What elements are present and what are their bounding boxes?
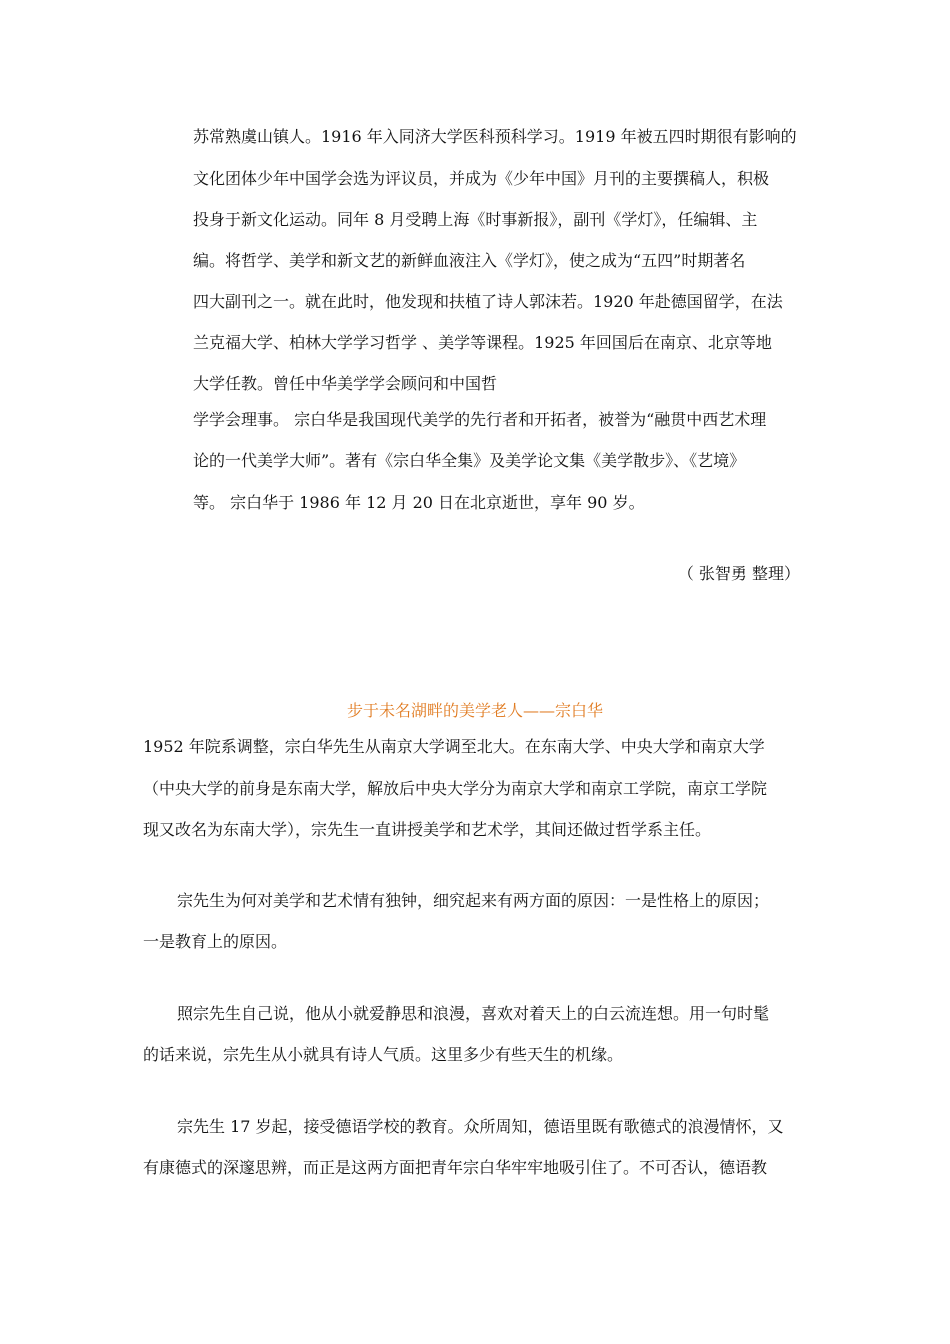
bio-line: 论的一代美学大师”。著有《宗白华全集》及美学论文集《美学散步》、《艺境》 <box>193 451 746 470</box>
bio-line: 投身于新文化运动。同年 8 月受聘上海《时事新报》，副刊《学灯》，任编辑、主 <box>193 210 758 229</box>
article-line: 有康德式的深邃思辨，而正是这两方面把青年宗白华牢牢地吸引住了。不可否认，德语教 <box>143 1158 768 1177</box>
article-line: 宗先生为何对美学和艺术情有独钟，细究起来有两方面的原因：一是性格上的原因； <box>177 891 770 910</box>
bio-line: 大学任教。曾任中华美学学会顾问和中国哲 <box>193 374 498 393</box>
bio-line: 学学会理事。 宗白华是我国现代美学的先行者和开拓者，被誉为“融贯中西艺术理 <box>193 410 767 429</box>
article-line: 的话来说，宗先生从小就具有诗人气质。这里多少有些天生的机缘。 <box>143 1045 624 1064</box>
editor-credit: （ 张智勇 整理） <box>677 564 800 583</box>
article-line: 照宗先生自己说，他从小就爱静思和浪漫，喜欢对着天上的白云流连想。用一句时髦 <box>177 1004 770 1023</box>
bio-line: 四大副刊之一。就在此时，他发现和扶植了诗人郭沫若。1920 年赴德国留学，在法 <box>193 292 783 311</box>
article-line: 宗先生 17 岁起，接受德语学校的教育。众所周知，德语里既有歌德式的浪漫情怀，又 <box>177 1117 784 1136</box>
article-line: 一是教育上的原因。 <box>143 932 288 951</box>
bio-line: 苏常熟虞山镇人。1916 年入同济大学医科预科学习。1919 年被五四时期很有影响的 <box>193 127 797 146</box>
bio-line: 等。 宗白华于 1986 年 12 月 20 日在北京逝世，享年 90 岁。 <box>193 493 645 512</box>
article-line: （中央大学的前身是东南大学，解放后中央大学分为南京大学和南京工学院，南京工学院 <box>143 779 768 798</box>
article-line: 1952 年院系调整，宗白华先生从南京大学调至北大。在东南大学、中央大学和南京大学 <box>143 737 765 756</box>
bio-line: 兰克福大学、柏林大学学习哲学 、美学等课程。1925 年回国后在南京、北京等地 <box>193 333 772 352</box>
article-line: 现又改名为东南大学），宗先生一直讲授美学和艺术学，其间还做过哲学系主任。 <box>143 820 712 839</box>
bio-line: 编。将哲学、美学和新文艺的新鲜血液注入《学灯》，使之成为“五四”时期著名 <box>193 251 746 270</box>
bio-line: 文化团体少年中国学会选为评议员，并成为《少年中国》月刊的主要撰稿人，积极 <box>193 169 770 188</box>
article-title: 步于未名湖畔的美学老人——宗白华 <box>346 701 603 720</box>
